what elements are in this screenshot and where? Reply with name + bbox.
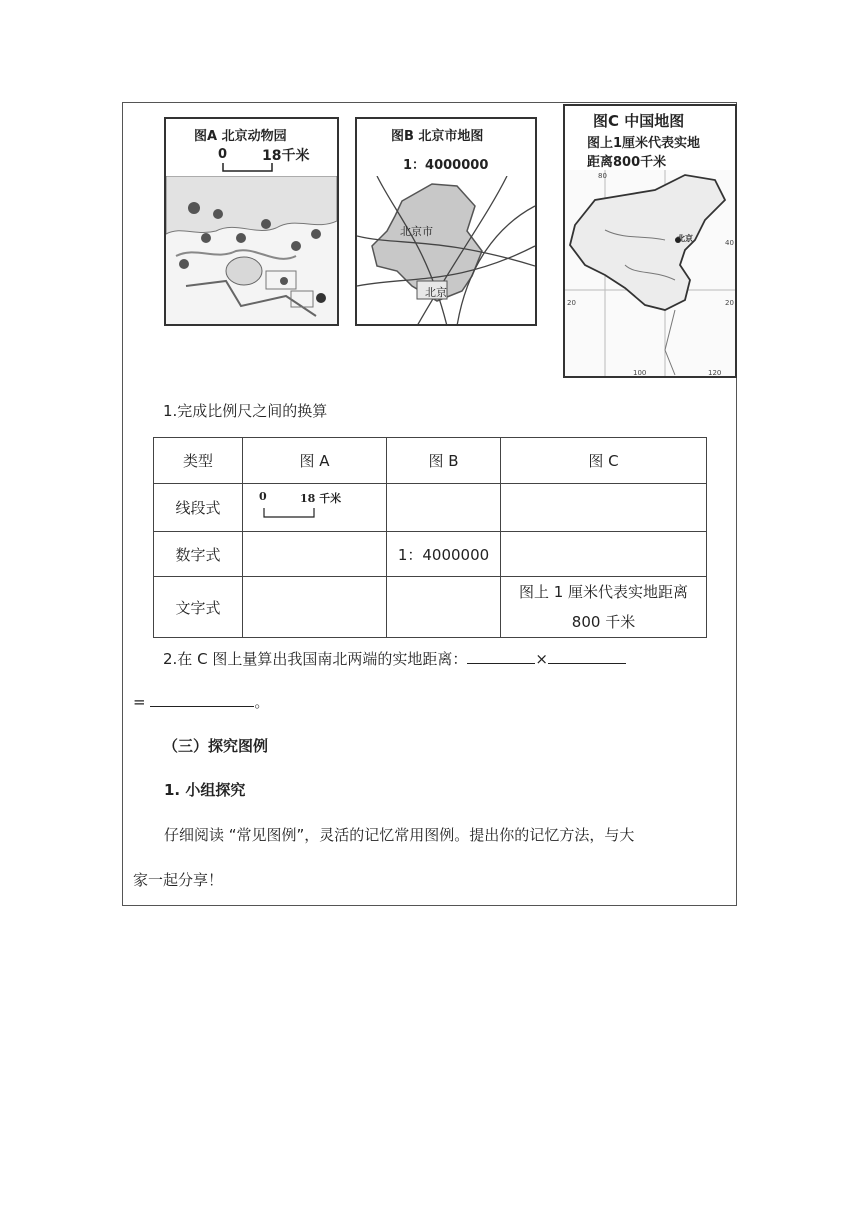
- answer-blank-2[interactable]: [548, 649, 626, 664]
- map-c-line2: 距离800千米: [587, 155, 667, 170]
- paragraph-line-2: 家一起分享！: [133, 871, 224, 889]
- cell-c-text-line1: 图上 1 厘米代表实地距离: [518, 583, 689, 601]
- question-1: 1.完成比例尺之间的换算: [163, 402, 328, 420]
- map-c-drawing: [565, 170, 735, 378]
- cell-a-text-scale[interactable]: [243, 577, 387, 638]
- cell-a-line-scale: [243, 484, 387, 532]
- cell-c-text-line2: 800 千米: [571, 613, 636, 631]
- map-c-tick-120: 120: [708, 369, 722, 377]
- map-c-tick-20a: 20: [725, 299, 734, 307]
- map-a-zoo-drawing: [166, 176, 337, 326]
- cell-c-numeric-scale[interactable]: [501, 532, 707, 577]
- cell-c-text-scale: [501, 577, 707, 638]
- answer-blank-3[interactable]: [150, 692, 254, 707]
- map-a-beijing-zoo: [164, 117, 339, 326]
- cell-c-line-scale[interactable]: [501, 484, 707, 532]
- equals-sign: =: [133, 693, 146, 711]
- line-scale-zero: 0: [259, 490, 267, 503]
- question-2: [163, 648, 626, 669]
- question-2-result: [133, 691, 269, 712]
- map-b-title: 图B 北京市地图: [391, 129, 484, 144]
- period: 。: [254, 693, 270, 711]
- map-c-tick-40: 40: [725, 239, 734, 247]
- row-label: 文字式: [154, 577, 243, 638]
- scale-conversion-table: [153, 437, 707, 638]
- question-2-text: 2.在 C 图上量算出我国南北两端的实地距离：: [163, 650, 468, 668]
- map-c-china: [563, 104, 737, 378]
- map-b-label-center: 北京: [425, 286, 447, 299]
- map-a-title: 图A 北京动物园: [194, 129, 287, 144]
- map-a-scale-bar: [166, 119, 339, 179]
- map-b-drawing: [357, 176, 535, 326]
- cell-b-text-scale[interactable]: [387, 577, 501, 638]
- answer-blank-1[interactable]: [467, 649, 535, 664]
- table-row-numeric-scale: [154, 532, 707, 577]
- subsection-1-heading: 1. 小组探究: [164, 781, 246, 799]
- cell-a-numeric-scale[interactable]: [243, 532, 387, 577]
- line-scale-end: 18 千米: [300, 492, 342, 505]
- header-map-b: 图 B: [387, 438, 501, 484]
- map-c-tick-20b: 20: [567, 299, 576, 307]
- cell-b-line-scale[interactable]: [387, 484, 501, 532]
- map-b-scale: 1：4000000: [403, 158, 489, 173]
- table-header-row: [154, 438, 707, 484]
- times-sign: ×: [535, 650, 548, 668]
- map-c-title: 图C 中国地图: [593, 112, 685, 130]
- map-a-scale-zero: 0: [218, 147, 228, 162]
- map-c-line1: 图上1厘米代表实地: [587, 136, 701, 151]
- map-b-beijing-city: [355, 117, 537, 326]
- header-map-c: 图 C: [501, 438, 707, 484]
- paragraph-line-1: 仔细阅读 “常见图例”，灵活的记忆常用图例。提出你的记忆方法，与大: [164, 826, 635, 844]
- header-map-a: 图 A: [243, 438, 387, 484]
- header-type: 类型: [154, 438, 243, 484]
- map-b-label-city: 北京市: [400, 225, 433, 238]
- map-a-scale-end: 18千米: [262, 148, 310, 164]
- section-3-heading: （三）探究图例: [163, 737, 269, 755]
- line-scale-bar: [243, 484, 386, 532]
- map-c-tick-100: 100: [633, 369, 647, 377]
- table-row-text-scale: [154, 577, 707, 638]
- cell-b-numeric-scale: 1：4000000: [387, 532, 501, 577]
- map-c-tick-80: 80: [598, 172, 607, 180]
- row-label: 数字式: [154, 532, 243, 577]
- row-label: 线段式: [154, 484, 243, 532]
- map-c-label-beijing: 北京: [677, 234, 693, 243]
- table-row-line-scale: [154, 484, 707, 532]
